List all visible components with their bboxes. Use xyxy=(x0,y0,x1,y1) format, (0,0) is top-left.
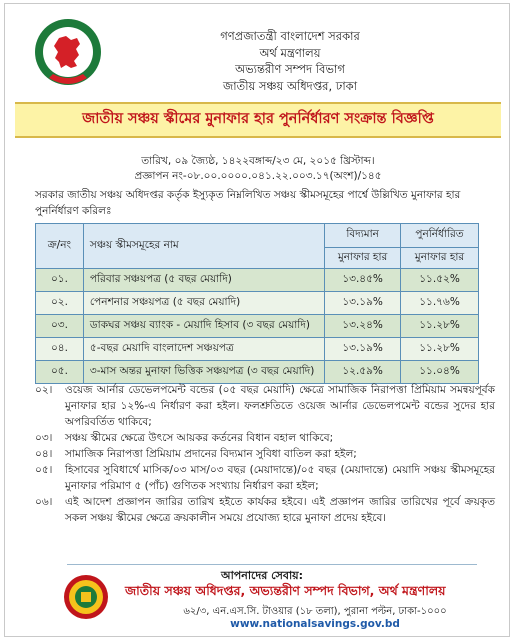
header-current-bottom: মুনাফার হার xyxy=(325,248,401,269)
note-number: ০৪। xyxy=(35,448,53,460)
table-row xyxy=(36,338,479,361)
note-item xyxy=(35,494,495,526)
header-line-3: অভ্যন্তরীণ সম্পদ বিভাগ xyxy=(235,62,345,76)
table-row xyxy=(36,361,479,384)
row-current-rate: ১৩.১৯% xyxy=(325,292,401,315)
notes-list xyxy=(35,382,495,526)
row-scheme: ৫-বছর মেয়াদি বাংলাদেশ সঞ্চয়পত্র xyxy=(83,338,324,361)
header-revised-bottom: মুনাফার হার xyxy=(401,248,479,269)
date-reference-block xyxy=(5,154,511,184)
date-line: তারিখ, ০৯ জ্যৈষ্ঠ, ১৪২২বঙ্গাব্দ/২৩ মে, ২০১৫ খ্রিস্টাব্দ। xyxy=(141,155,375,167)
note-item xyxy=(35,382,495,430)
note-number: ০৩। xyxy=(35,432,53,444)
note-text: ওয়েজ আর্নার ডেভেলপমেন্ট বন্ডের (০৫ বছর মেয়াদি) ক্ষেত্রে সামাজিক নিরাপত্তা প্রিমিয়াম সমন্বয়পূর্বক মুনাফার হার ১২%-এ নির্ধারণ করা হইল। ফলশ্রুতিতে ওয়েজ আর্নার ডেভেলপমেন্ট বন্ডের সুদের হার অপরিবর্তিত থাকিবে; xyxy=(65,384,495,428)
banner-title: জাতীয় সঞ্চয় স্কীমের মুনাফার হার পুনর্নির্ধারণ সংক্রান্ত বিজ্ঞপ্তি xyxy=(82,111,434,127)
rate-table xyxy=(35,223,479,384)
table-row xyxy=(36,269,479,292)
government-header xyxy=(155,28,425,94)
note-item xyxy=(35,446,495,462)
note-text: এই আদেশ প্রজ্ঞাপন জারির তারিখ হইতে কার্যকর হইবে। এই প্রজ্ঞাপন জারির তারিখের পূর্বে ক্রয়কৃত সকল সঞ্চয় স্কীমের ক্ষেত্রে ক্রয়কালীন সময়ে প্রযোজ্য হারে মুনাফা প্রদেয় হইবে। xyxy=(65,496,495,524)
row-current-rate: ১৩.৪৫% xyxy=(325,269,401,292)
note-text: সঞ্চয় স্কীমের ক্ষেত্রে উৎসে আয়কর কর্তনের বিধান বহাল থাকিবে; xyxy=(65,432,334,444)
footer-divider xyxy=(67,564,477,565)
row-serial: ০৩. xyxy=(36,315,84,338)
header-scheme: সঞ্চয় স্কীমসমূহের নাম xyxy=(83,224,324,269)
row-scheme: ডাকঘর সঞ্চয় ব্যাংক - মেয়াদি হিসাব (৩ বছর মেয়াদি) xyxy=(83,315,324,338)
note-number: ০২। xyxy=(35,384,53,396)
row-revised-rate: ১১.৭৬% xyxy=(401,292,479,315)
header-line-1: গণপ্রজাতন্ত্রী বাংলাদেশ সরকার xyxy=(220,29,360,43)
row-serial: ০৪. xyxy=(36,338,84,361)
row-scheme: পরিবার সঞ্চয়পত্র (৫ বছর মেয়াদি) xyxy=(83,269,324,292)
note-item xyxy=(35,462,495,494)
row-serial: ০২. xyxy=(36,292,84,315)
row-revised-rate: ১১.২৮% xyxy=(401,315,479,338)
row-scheme: ৩-মাস অন্তর মুনাফা ভিত্তিক সঞ্চয়পত্র (৩ বছর মেয়াদি) xyxy=(83,361,324,384)
row-current-rate: ১৩.২৪% xyxy=(325,315,401,338)
note-item xyxy=(35,430,495,446)
table-row xyxy=(36,315,479,338)
header-serial: ক্র/নং xyxy=(36,224,84,269)
row-serial: ০৫. xyxy=(36,361,84,384)
table-header-row xyxy=(36,224,479,248)
footer-organization: জাতীয় সঞ্চয় অধিদপ্তর, অভ্যন্তরীণ সম্পদ বিভাগ, অর্থ মন্ত্রণালয় xyxy=(125,583,446,598)
notice-banner xyxy=(15,102,501,138)
reference-line: প্রজ্ঞাপন নং-০৮.০০.০০০০.০৪১.২২.০০৩.১৭(অংশ)/১৪৫ xyxy=(134,170,382,182)
national-savings-seal-icon xyxy=(63,574,109,620)
table-row xyxy=(36,292,479,315)
row-revised-rate: ১১.২৮% xyxy=(401,338,479,361)
row-serial: ০১. xyxy=(36,269,84,292)
seal-emblem xyxy=(81,592,91,602)
note-text: হিসাবের সুবিধার্থে মাসিক/০৩ মাস/০৩ বছর (মেয়াদান্তে)/০৫ বছর (মেয়াদান্তে) মেয়াদি সঞ্চয় স্কীমসমূহের মুনাফার পরিমাণ ৫ (পাঁচ) গুণিতক সংখ্যায় নির্ধারণ করা হইল; xyxy=(65,464,495,492)
header-revised-top: পুনর্নির্ধারিত xyxy=(401,224,479,248)
note-text: সামাজিক নিরাপত্তা প্রিমিয়াম প্রদানের বিদ্যমান সুবিধা বাতিল করা হইল; xyxy=(65,448,357,460)
row-revised-rate: ১১.০৪% xyxy=(401,361,479,384)
website-link[interactable]: www.nationalsavings.gov.bd xyxy=(230,618,400,630)
header-line-2: অর্থ মন্ত্রণালয় xyxy=(259,45,321,60)
bangladesh-government-logo xyxy=(19,16,117,88)
header-current-top: বিদ্যমান xyxy=(325,224,401,248)
note-number: ০৫। xyxy=(35,464,53,476)
footer-title: আপনাদের সেবায়: xyxy=(220,569,304,582)
notice-page xyxy=(4,3,510,637)
footer-address: ৬২/৩, এন.এস.সি. টাওয়ার (১৮ তলা), পুরানা পল্টন, ঢাকা-১০০০ xyxy=(183,606,447,617)
note-number: ০৬। xyxy=(35,496,53,508)
intro-paragraph: সরকার জাতীয় সঞ্চয় অধিদপ্তর কর্তৃক ইস্যুকৃত নিম্নলিখিত সঞ্চয় স্কীমসমূহের পার্শ্বে উল্লিখিত মুনাফার হার পুনর্নির্ধারণ করিলঃ xyxy=(35,189,461,217)
row-current-rate: ১২.৫৯% xyxy=(325,361,401,384)
row-current-rate: ১৩.১৯% xyxy=(325,338,401,361)
row-revised-rate: ১১.৫২% xyxy=(401,269,479,292)
row-scheme: পেনশনার সঞ্চয়পত্র (৫ বছর মেয়াদি) xyxy=(83,292,324,315)
header-line-4: জাতীয় সঞ্চয় অধিদপ্তর, ঢাকা xyxy=(222,78,358,93)
